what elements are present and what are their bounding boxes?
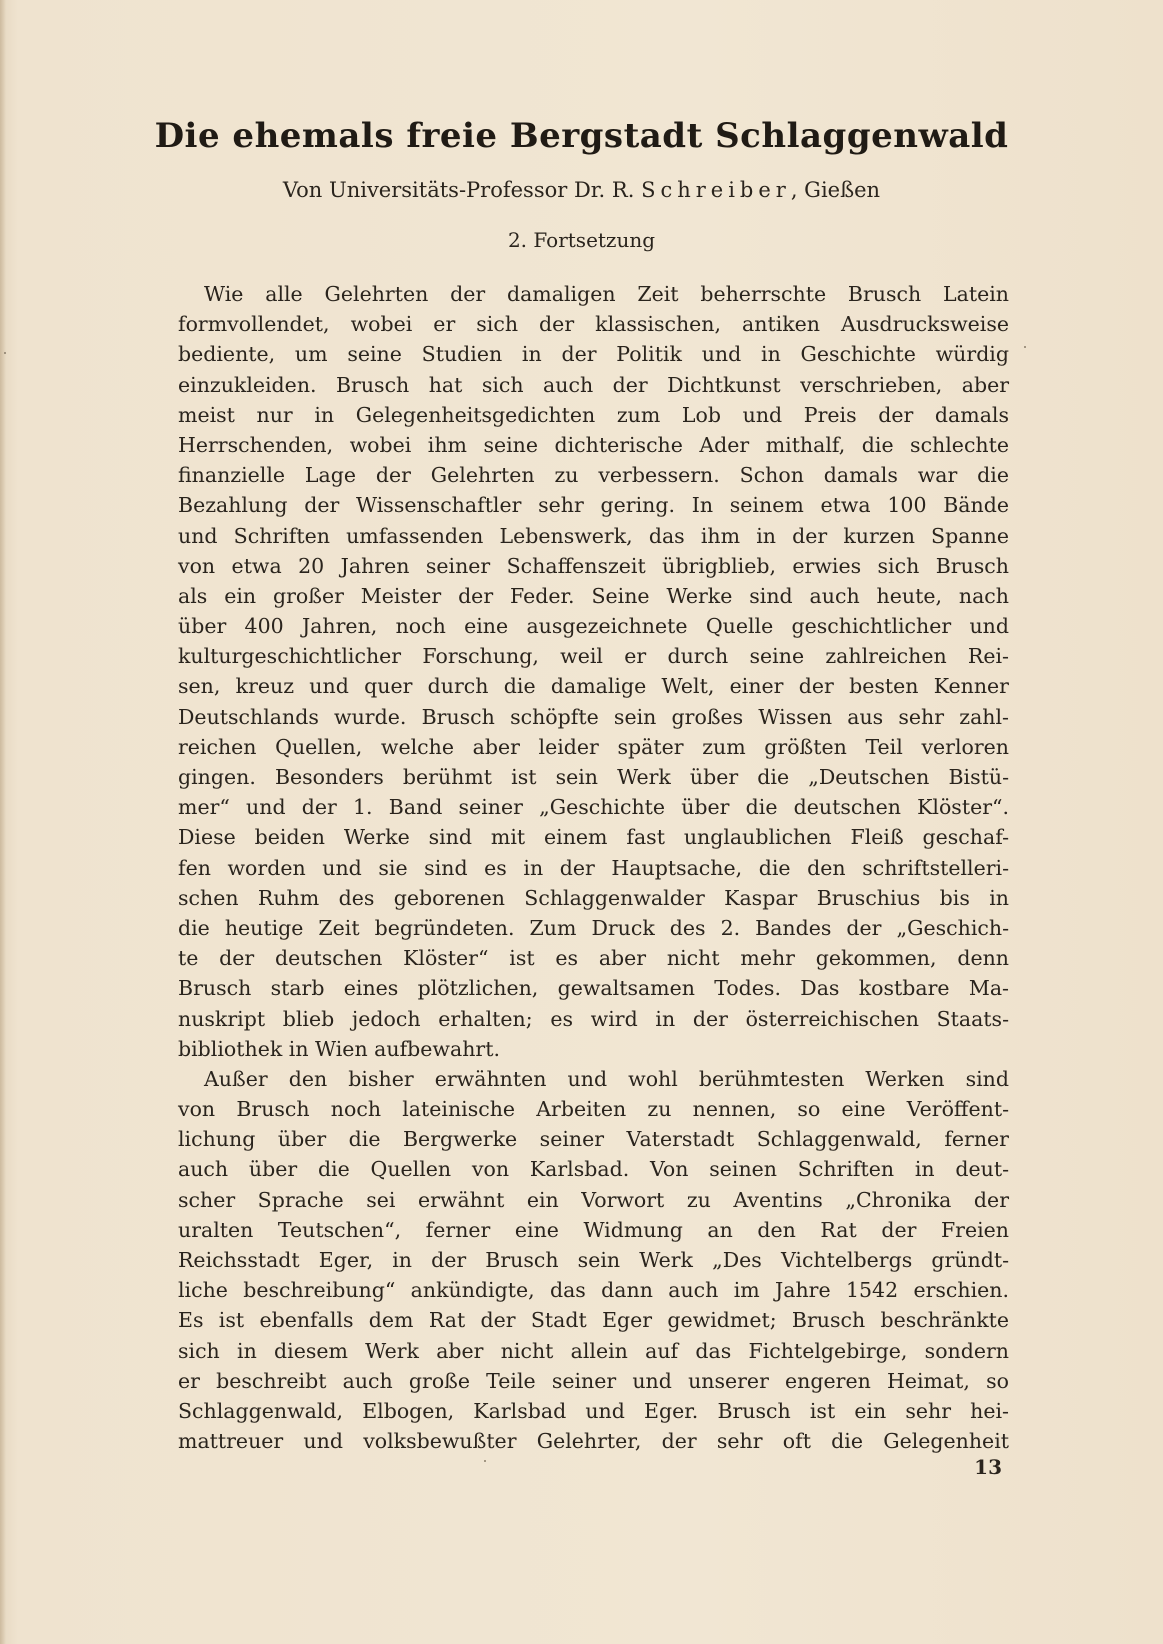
text-line: kulturgeschichtlicher Forschung, weil er durch seine zahlreichen Rei- <box>178 644 1009 669</box>
text-line: Brusch starb eines plötzlichen, gewaltsamen Todes. Das kostbare Ma- <box>178 976 1009 1001</box>
text-line: meist nur in Gelegenheitsgedichten zum Lob und Preis der damals <box>178 402 1009 427</box>
text-line: te der deutschen Klöster“ ist es aber nicht mehr gekommen, denn <box>178 946 1009 971</box>
text-line: lichung über die Bergwerke seiner Vaterstadt Schlaggenwald, ferner <box>178 1127 1009 1152</box>
text-line: Außer den bisher erwähnten und wohl berühmtesten Werken sind <box>204 1066 1009 1091</box>
text-line: sich in diesem Werk aber nicht allein auf das Fichtelgebirge, sondern <box>178 1338 1009 1363</box>
text-line: uralten Teutschen“, ferner eine Widmung an den Rat der Freien <box>178 1217 1009 1242</box>
text-line: gingen. Besonders berühmt ist sein Werk über die „Deutschen Bistü- <box>178 765 1009 789</box>
paper-speck <box>1024 346 1026 348</box>
article-body <box>178 279 1009 1456</box>
text-line: formvollendet, wobei er sich der klassischen, antiken Ausdrucksweise <box>178 312 1009 337</box>
author-name: Schreiber <box>641 178 791 202</box>
text-line: sen, kreuz und quer durch die damalige Welt, einer der besten Kenner <box>178 674 1009 699</box>
text-line: liche beschreibung“ ankündigte, das dann auch im Jahre 1542 erschien. <box>178 1278 1009 1303</box>
text-line: fen worden und sie sind es in der Hauptsache, die den schriftstelleri- <box>178 855 1009 880</box>
article-title: Die ehemals freie Bergstadt Schlaggenwald <box>154 116 1009 156</box>
text-line: Bezahlung der Wissenschaftler sehr gering. In seinem etwa 100 Bände <box>178 493 1009 518</box>
text-line: von etwa 20 Jahren seiner Schaffenszeit übrigblieb, erwies sich Brusch <box>178 553 1009 578</box>
text-line: schen Ruhm des geborenen Schlaggenwalder Kaspar Bruschius bis in <box>178 885 1009 910</box>
text-line: Diese beiden Werke sind mit einem fast unglaublichen Fleiß geschaf- <box>178 825 1009 850</box>
text-line: von Brusch noch lateinische Arbeiten zu nennen, so eine Veröffent- <box>178 1097 1009 1122</box>
text-line: Herrschenden, wobei ihm seine dichterische Ader mithalf, die schlechte <box>178 432 1009 457</box>
byline-prefix: Von Universitäts-Professor Dr. R. <box>282 178 635 202</box>
text-line: als ein großer Meister der Feder. Seine Werke sind auch heute, nach <box>178 583 1009 608</box>
byline-suffix: , Gießen <box>790 178 881 202</box>
text-line: Deutschlands wurde. Brusch schöpfte sein großes Wissen aus sehr zahl- <box>178 704 1009 729</box>
text-line: scher Sprache sei erwähnt ein Vorwort zu Aventins „Chronika der <box>178 1187 1009 1212</box>
text-line: finanzielle Lage der Gelehrten zu verbessern. Schon damals war die <box>178 463 1009 488</box>
text-line: Reichsstadt Eger, in der Brusch sein Werk „Des Vichtelbergs gründt- <box>178 1248 1009 1272</box>
text-line: mattreuer und volksbewußter Gelehrter, der sehr oft die Gelegenheit <box>178 1429 1009 1454</box>
paper-speck <box>484 1460 486 1462</box>
text-line: über 400 Jahren, noch eine ausgezeichnete Quelle geschichtlicher und <box>178 614 1009 639</box>
text-line: bibliothek in Wien aufbewahrt. <box>178 1036 500 1061</box>
text-line: er beschreibt auch große Teile seiner und unserer engeren Heimat, so <box>178 1368 1009 1393</box>
text-line: bediente, um seine Studien in der Politik und in Geschichte würdig <box>178 342 1009 367</box>
paper-speck <box>4 352 6 354</box>
page-number: 13 <box>974 1455 1002 1479</box>
continuation-label: 2. Fortsetzung <box>507 228 656 252</box>
author-byline <box>0 178 1163 202</box>
text-line: die heutige Zeit begründeten. Zum Druck des 2. Bandes der „Geschich- <box>178 915 1009 940</box>
text-line: mer“ und der 1. Band seiner „Geschichte über die deutschen Klöster“. <box>178 795 1009 820</box>
text-line: und Schriften umfassenden Lebenswerk, das ihm in der kurzen Spanne <box>178 523 1009 548</box>
text-line: nuskript blieb jedoch erhalten; es wird in der österreichischen Staats- <box>178 1006 1009 1031</box>
text-line: Schlaggenwald, Elbogen, Karlsbad und Eger. Brusch ist ein sehr hei- <box>178 1398 1009 1423</box>
text-line: einzukleiden. Brusch hat sich auch der Dichtkunst verschrieben, aber <box>178 372 1009 397</box>
text-line: Wie alle Gelehrten der damaligen Zeit beherrschte Brusch Latein <box>204 282 1009 306</box>
text-line: reichen Quellen, welche aber leider später zum größten Teil verloren <box>178 734 1009 759</box>
text-line: auch über die Quellen von Karlsbad. Von seinen Schriften in deut- <box>178 1157 1009 1182</box>
text-line: Es ist ebenfalls dem Rat der Stadt Eger gewidmet; Brusch beschränkte <box>178 1308 1009 1333</box>
